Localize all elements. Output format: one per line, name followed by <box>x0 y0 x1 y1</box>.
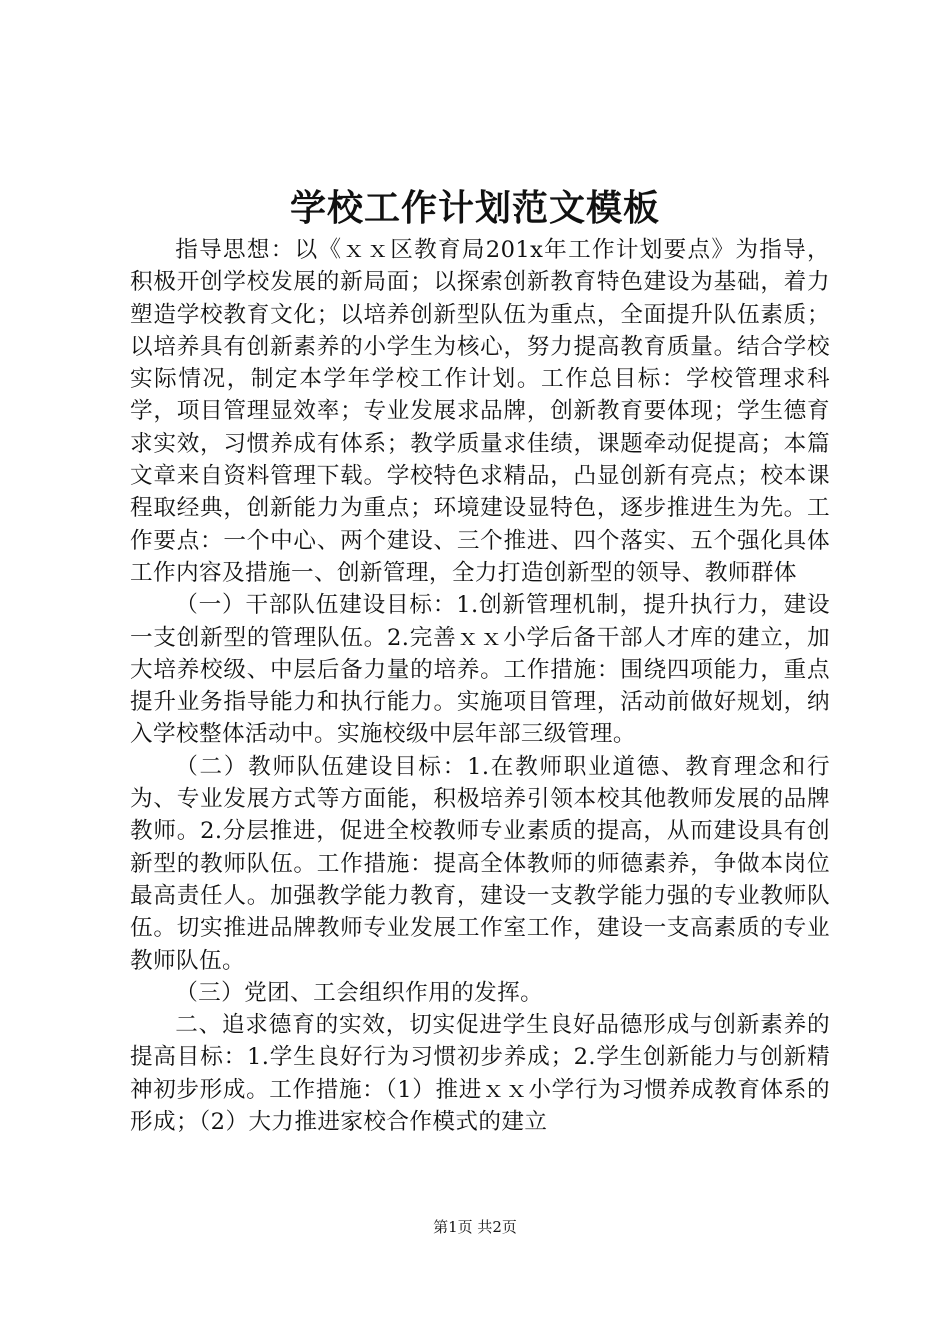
paragraph-cadre-team: （一）干部队伍建设目标：1.创新管理机制，提升执行力，建设一支创新型的管理队伍。2.完善ｘｘ小学后备干部人才库的建立，加大培养校级、中层后备力量的培养。工作措施：围绕四项能力，重点提升业务指导能力和执行能力。实施项目管理，活动前做好规划，纳入学校整体活动中。实施校级中层年部三级管理。 <box>130 592 830 748</box>
document-body <box>130 234 830 1138</box>
page-number-footer: 第1页 共2页 <box>433 1218 517 1236</box>
document-title: 学校工作计划范文模板 <box>289 187 660 229</box>
paragraph-party-union: （三）党团、工会组织作用的发挥。 <box>175 979 544 1006</box>
paragraph-guiding-ideology: 指导思想：以《ｘｘ区教育局201x年工作计划要点》为指导，积极开创学校发展的新局面；以探索创新教育特色建设为基础，着力塑造学校教育文化；以培养创新型队伍为重点，全面提升队伍素质；以培养具有创新素养的小学生为核心，努力提高教育质量。结合学校实际情况，制定本学年学校工作计划。工作总目标：学校管理求科学，项目管理显效率；专业发展求品牌，创新教育要体现；学生德育求实效，习惯养成有体系；教学质量求佳绩，课题牵动促提高；本篇文章来自资料管理下载。学校特色求精品，凸显创新有亮点；校本课程取经典，创新能力为重点；环境建设显特色，逐步推进生为先。工作要点：一个中心、两个建设、三个推进、四个落实、五个强化具体工作内容及措施一、创新管理，全力打造创新型的领导、教师群体 <box>130 237 830 586</box>
paragraph-teacher-team: （二）教师队伍建设目标：1.在教师职业道德、教育理念和行为、专业发展方式等方面能，积极培养引领本校其他教师发展的品牌教师。2.分层推进，促进全校教师专业素质的提高，从而建设具有创新型的教师队伍。工作措施：提高全体教师的师德素养，争做本岗位最高责任人。加强教学能力教育，建设一支教学能力强的专业教师队伍。切实推进品牌教师专业发展工作室工作，建设一支高素质的专业教师队伍。 <box>130 753 830 974</box>
paragraph-moral-education: 二、追求德育的实效，切实促进学生良好品德形成与创新素养的提高目标：1.学生良好行为习惯初步养成；2.学生创新能力与创新精神初步形成。工作措施：（1）推进ｘｘ小学行为习惯养成教育体系的形成；（2）大力推进家校合作模式的建立 <box>130 1012 830 1136</box>
